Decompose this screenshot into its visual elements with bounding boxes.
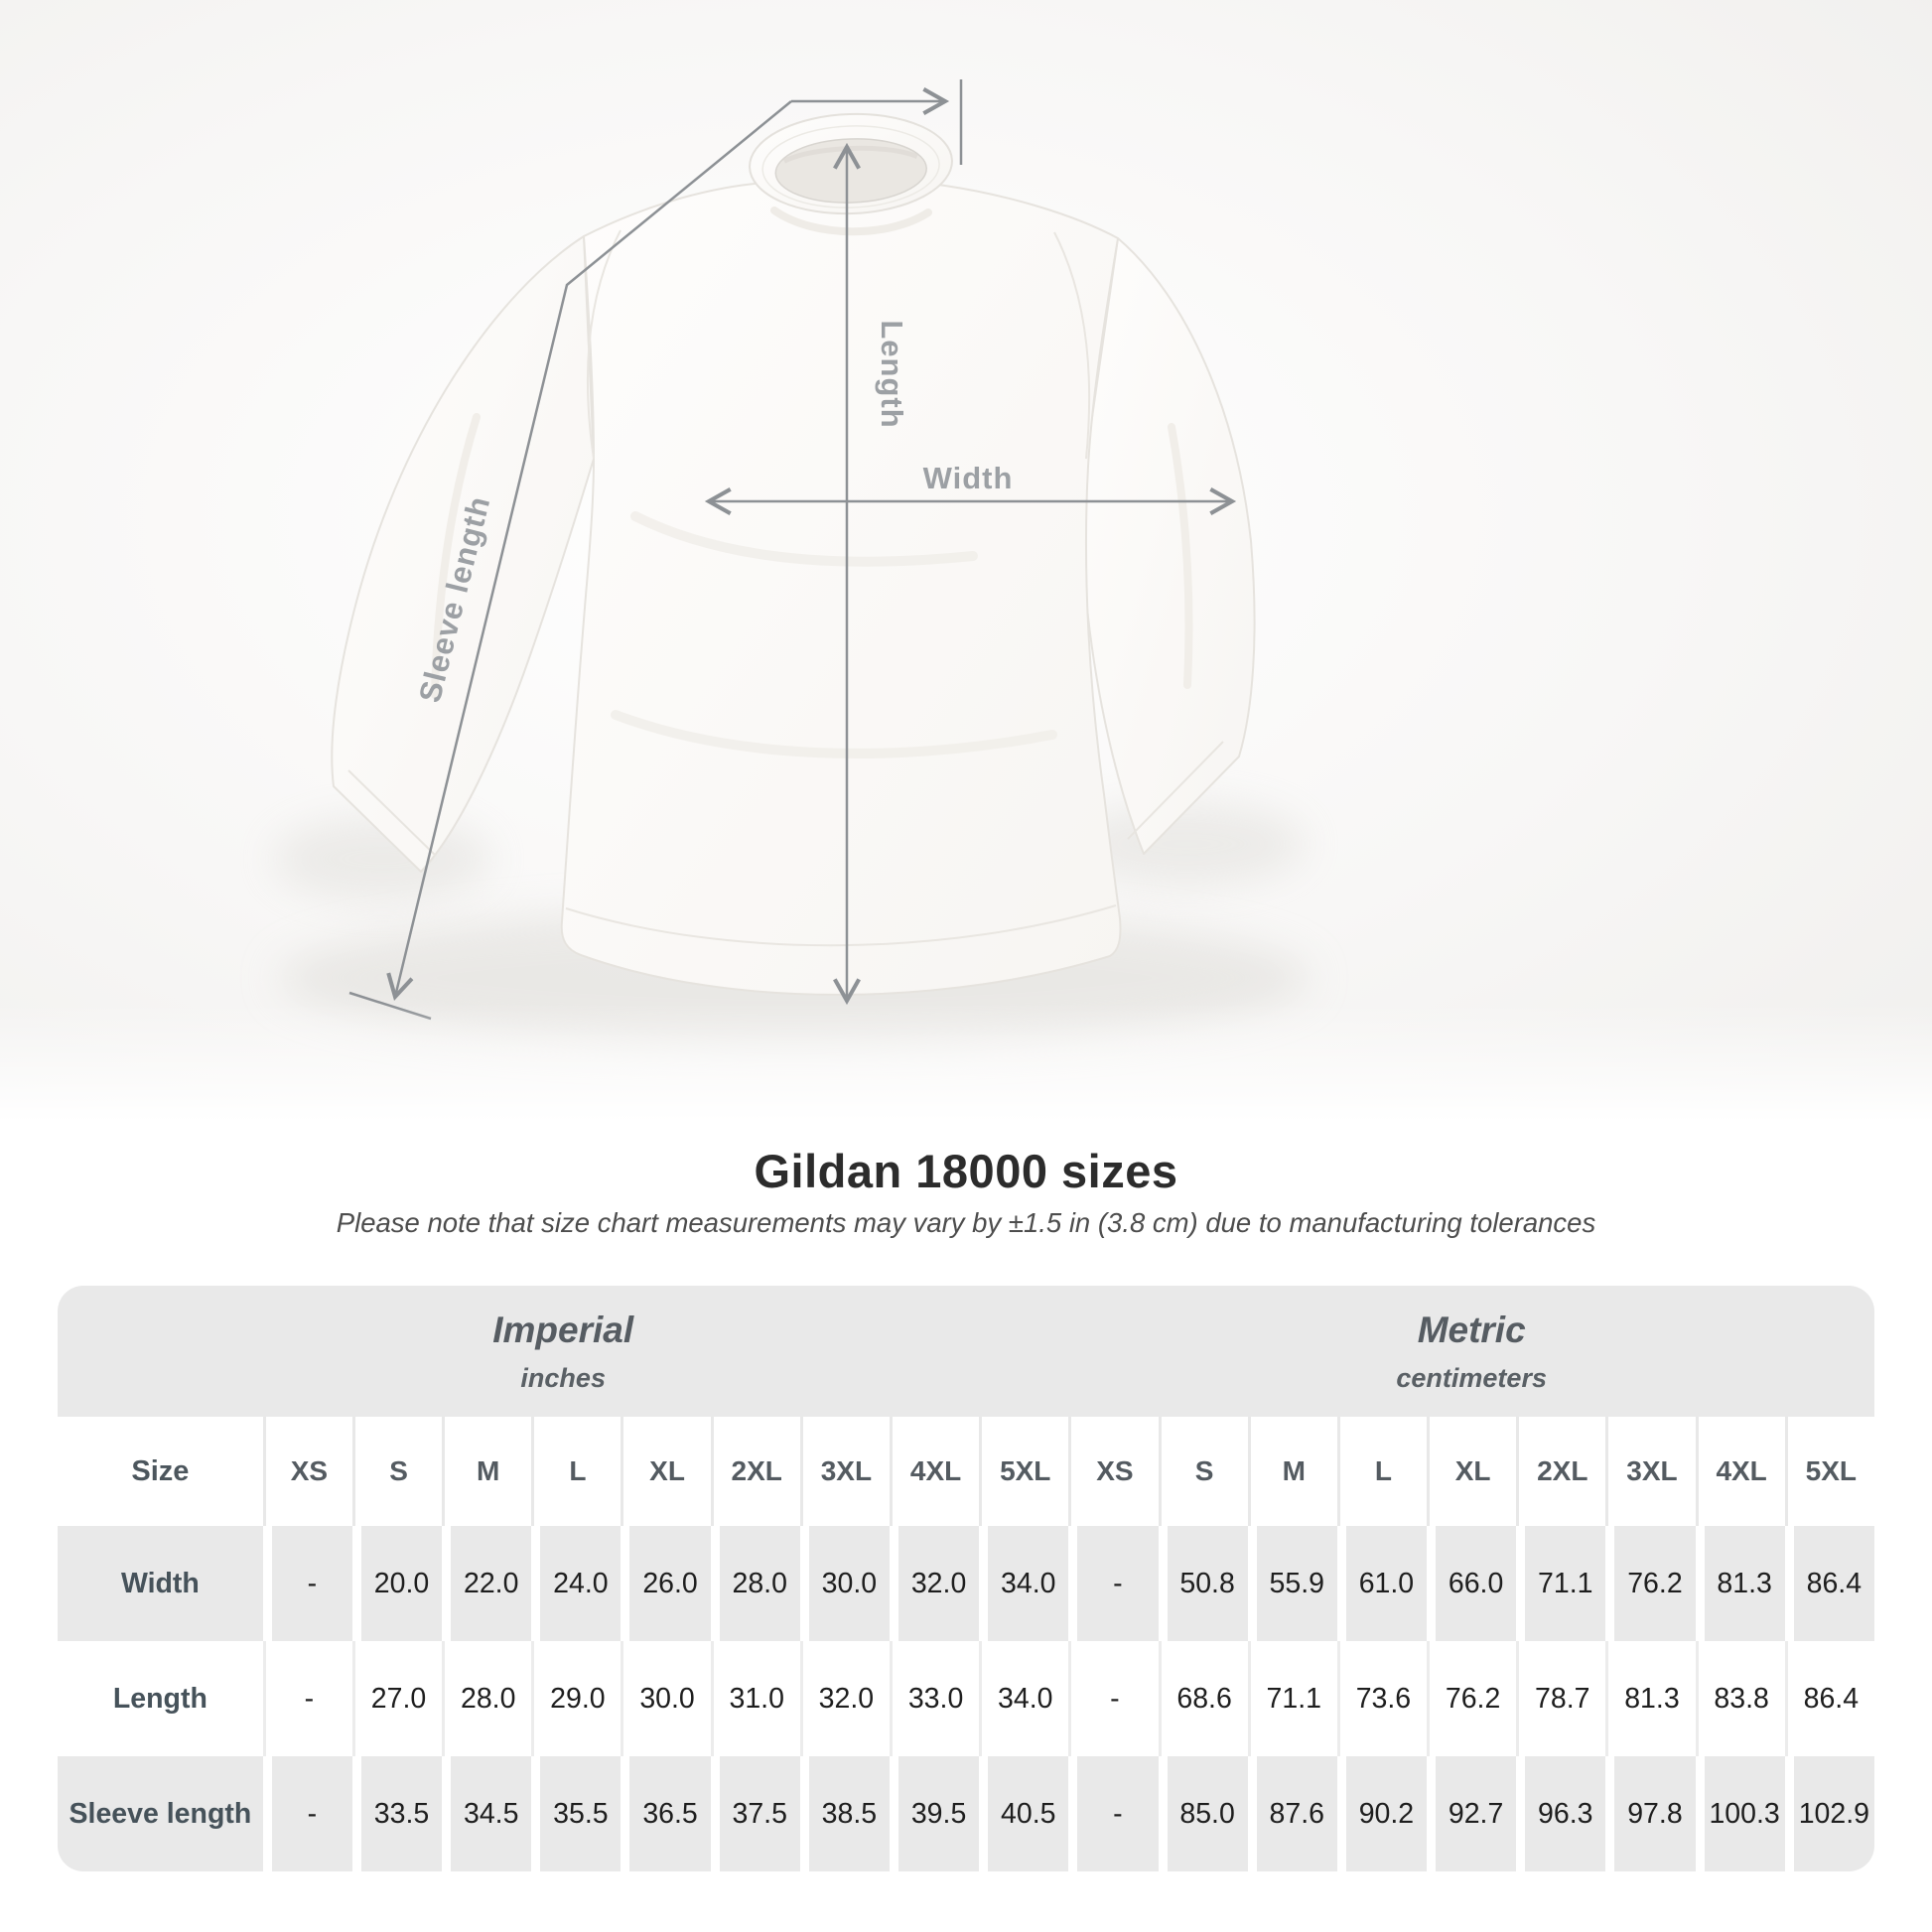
table-cell: 81.3: [1696, 1526, 1785, 1641]
table-cell: 33.5: [352, 1756, 442, 1871]
table-cell: 38.5: [800, 1756, 890, 1871]
table-cell: 31.0: [711, 1641, 800, 1756]
table-cell: 76.2: [1427, 1641, 1516, 1756]
row-label: Width: [58, 1526, 263, 1641]
body-panel: [562, 181, 1121, 995]
row-label: Sleeve length: [58, 1756, 263, 1871]
table-cell: 2XL: [711, 1417, 800, 1526]
table-cell: 100.3: [1696, 1756, 1785, 1871]
row-label: Size: [58, 1417, 263, 1526]
table-cell: 81.3: [1605, 1641, 1695, 1756]
table-cell: 28.0: [711, 1526, 800, 1641]
table-cell: -: [263, 1526, 352, 1641]
table-cell: -: [263, 1641, 352, 1756]
length-row: [58, 1641, 1874, 1756]
table-cell: 33.0: [890, 1641, 979, 1756]
table-cell: XS: [263, 1417, 352, 1526]
table-cell: XS: [1068, 1417, 1158, 1526]
length-label: Length: [875, 320, 909, 429]
table-cell: 40.5: [979, 1756, 1068, 1871]
table-cell: 4XL: [1696, 1417, 1785, 1526]
table-cell: 96.3: [1516, 1756, 1605, 1871]
table-cell: 2XL: [1516, 1417, 1605, 1526]
table-cell: S: [352, 1417, 442, 1526]
table-cell: 92.7: [1427, 1756, 1516, 1871]
table-cell: 78.7: [1516, 1641, 1605, 1756]
imperial-unit: inches: [520, 1362, 606, 1393]
table-cell: S: [1159, 1417, 1248, 1526]
table-cell: 32.0: [800, 1641, 890, 1756]
table-cell: L: [1337, 1417, 1427, 1526]
table-cell: 5XL: [1785, 1417, 1874, 1526]
table-cell: 73.6: [1337, 1641, 1427, 1756]
table-cell: -: [1068, 1641, 1158, 1756]
table-cell: XL: [621, 1417, 710, 1526]
table-cell: 30.0: [800, 1526, 890, 1641]
page-title: Gildan 18000 sizes: [754, 1145, 1178, 1197]
table-cell: 22.0: [442, 1526, 531, 1641]
table-cell: 3XL: [1605, 1417, 1695, 1526]
table-cell: 24.0: [531, 1526, 621, 1641]
table-cell: -: [1068, 1526, 1158, 1641]
table-cell: 37.5: [711, 1756, 800, 1871]
table-cell: M: [442, 1417, 531, 1526]
table-cell: 26.0: [621, 1526, 710, 1641]
imperial-group-header: [58, 1310, 1068, 1394]
table-cell: 5XL: [979, 1417, 1068, 1526]
table-cell: 4XL: [890, 1417, 979, 1526]
table-cell: 97.8: [1605, 1756, 1695, 1871]
table-cell: 61.0: [1337, 1526, 1427, 1641]
table-cell: 83.8: [1696, 1641, 1785, 1756]
metric-title: Metric: [1417, 1309, 1526, 1350]
row-label: Length: [58, 1641, 263, 1756]
unit-group-band: [58, 1286, 1874, 1417]
table-cell: 3XL: [800, 1417, 890, 1526]
table-cell: 50.8: [1159, 1526, 1248, 1641]
size-header-row: [58, 1417, 1874, 1526]
sleeve-length-row: [58, 1756, 1874, 1871]
table-cell: M: [1248, 1417, 1337, 1526]
table-cell: 86.4: [1785, 1641, 1874, 1756]
table-cell: 34.0: [979, 1526, 1068, 1641]
width-label: Width: [922, 461, 1014, 495]
table-cell: 76.2: [1605, 1526, 1695, 1641]
imperial-title: Imperial: [492, 1309, 634, 1350]
table-cell: 27.0: [352, 1641, 442, 1756]
table-cell: L: [531, 1417, 621, 1526]
table-cell: 34.0: [979, 1641, 1068, 1756]
table-cell: 66.0: [1427, 1526, 1516, 1641]
table-cell: 68.6: [1159, 1641, 1248, 1756]
table-cell: 20.0: [352, 1526, 442, 1641]
metric-unit: centimeters: [1396, 1362, 1547, 1393]
table-cell: 85.0: [1159, 1756, 1248, 1871]
table-cell: 28.0: [442, 1641, 531, 1756]
size-table-grid: [58, 1286, 1874, 1871]
table-cell: XL: [1427, 1417, 1516, 1526]
table-cell: 39.5: [890, 1756, 979, 1871]
table-cell: 29.0: [531, 1641, 621, 1756]
table-cell: -: [263, 1756, 352, 1871]
width-row: [58, 1526, 1874, 1641]
background-fade: [0, 1003, 1932, 1122]
table-cell: 71.1: [1248, 1641, 1337, 1756]
table-cell: 71.1: [1516, 1526, 1605, 1641]
table-cell: 86.4: [1785, 1526, 1874, 1641]
size-table: [58, 1286, 1874, 1871]
table-cell: 36.5: [621, 1756, 710, 1871]
tolerance-note: Please note that size chart measurements may vary by ±1.5 in (3.8 cm) due to manufacturing tolerances: [336, 1207, 1596, 1238]
metric-group-header: [1068, 1310, 1874, 1394]
table-cell: 55.9: [1248, 1526, 1337, 1641]
unit-group-row: [58, 1286, 1874, 1417]
table-cell: 30.0: [621, 1641, 710, 1756]
table-cell: 35.5: [531, 1756, 621, 1871]
table-cell: 90.2: [1337, 1756, 1427, 1871]
table-cell: 102.9: [1785, 1756, 1874, 1871]
table-cell: 32.0: [890, 1526, 979, 1641]
sleeve-length-label: Sleeve length: [412, 491, 497, 706]
table-cell: 34.5: [442, 1756, 531, 1871]
table-cell: -: [1068, 1756, 1158, 1871]
table-cell: 87.6: [1248, 1756, 1337, 1871]
